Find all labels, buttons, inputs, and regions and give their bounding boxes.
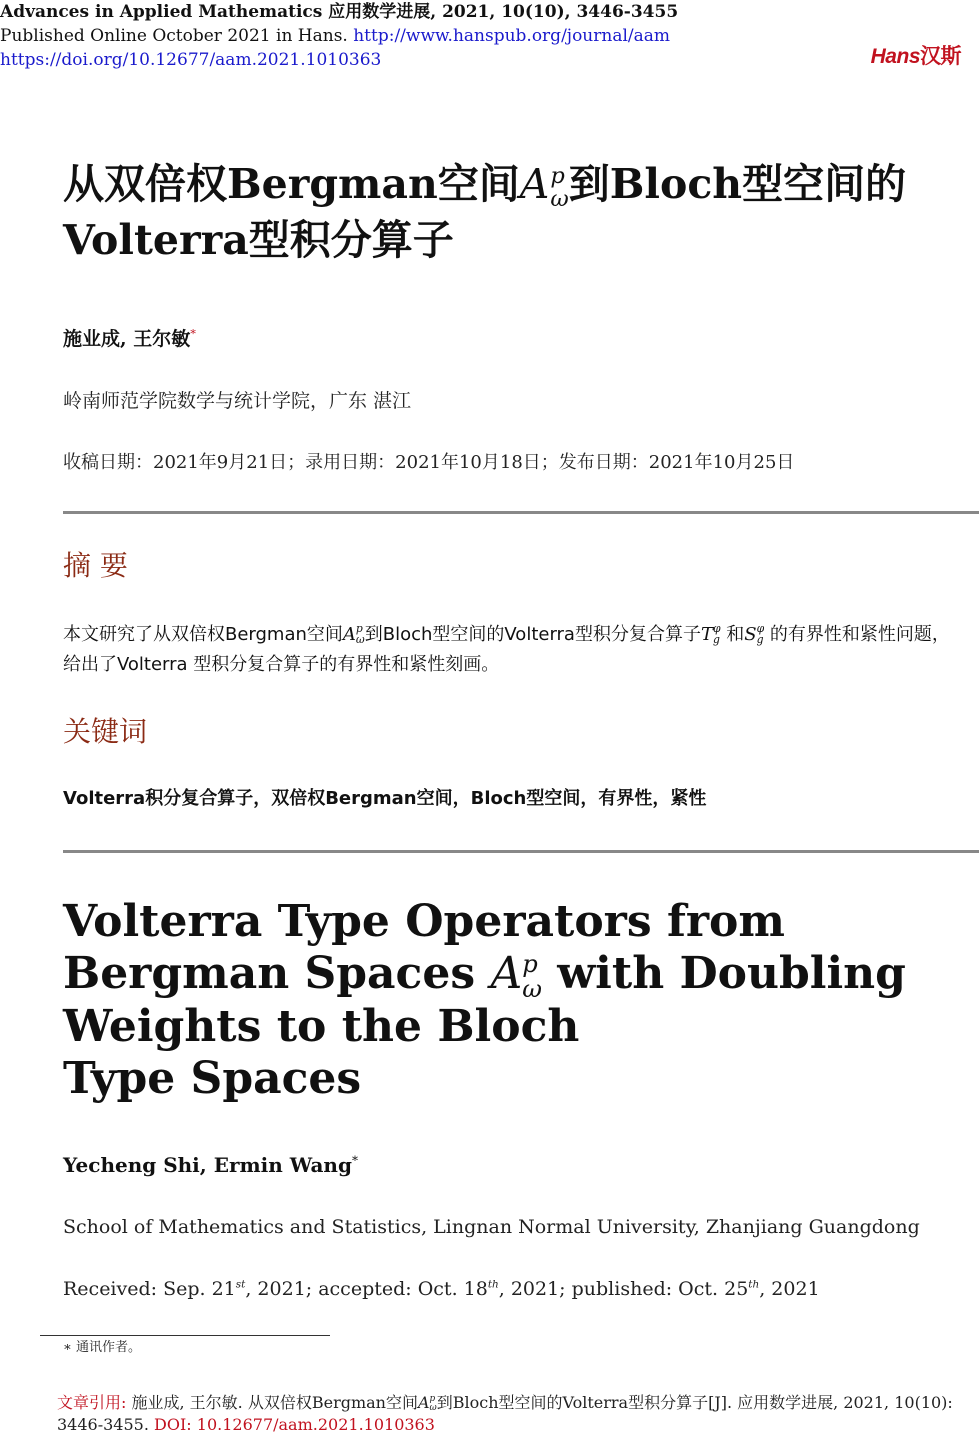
published-line [0,24,670,48]
corresponding-mark: * [190,326,196,341]
doi-link[interactable]: https://doi.org/10.12677/aam.2021.1010363 [0,50,382,70]
english-dates: Received: Sep. 21st, 2021; accepted: Oct. 18th, 2021; published: Oct. 25th, 2021 [63,1278,820,1300]
hans-logo [871,40,961,70]
citation-math: A p ω [417,1393,437,1413]
chinese-title-line2: Volterra型积分算子 [63,216,454,264]
citation [57,1392,967,1436]
keywords: Volterra积分复合算子，双倍权Bergman空间，Bloch型空间，有界性，紧性 [63,788,707,809]
citation-label: 文章引用: [57,1393,127,1412]
abstract-part2: 到Bloch型空间的Volterra型积分复合算子 [364,624,701,645]
english-authors [63,1153,358,1177]
divider-bottom [63,850,979,853]
english-title-line3: Weights to the Bloch [63,1000,580,1052]
abstract-and: 和 [720,624,745,645]
footnote: ∗ 通讯作者。 [63,1340,141,1355]
chinese-authors [63,324,196,351]
authors-en-names: Yecheng Shi, Ermin Wang [63,1153,352,1177]
abstract-heading: 摘 要 [63,549,128,582]
hans-logo-latin: Hans [870,45,920,68]
citation-doi-link[interactable]: DOI: 10.12677/aam.2021.1010363 [154,1415,435,1434]
abstract-math-S: S φ g [744,622,765,646]
journal-link[interactable]: http://www.hanspub.org/journal/aam [353,26,671,46]
published-prefix: Published Online October 2021 in Hans. [0,26,348,46]
corresponding-mark-en: * [351,1153,358,1168]
english-affiliation: School of Mathematics and Statistics, Lingnan Normal University, Zhanjiang Guangdong [63,1216,920,1238]
english-title-line1: Volterra Type Operators from [63,896,785,947]
title-cn-part1: 从双倍权Bergman空间 [63,160,520,208]
citation-text1: 施业成, 王尔敏. 从双倍权Bergman空间 [126,1393,418,1412]
hans-logo-cn: 汉斯 [920,45,961,68]
abstract-math-T: T φ g [700,622,721,646]
journal-header: Advances in Applied Mathematics 应用数学进展, 2021, 10(10), 3446-3455 [0,2,679,22]
abstract-part3: 的有界性和紧性问题，给出了Volterra 型积分复合算子的有界性和紧性刻画。 [63,624,950,675]
divider-top [63,511,979,514]
abstract-body [63,620,963,680]
chinese-title-line1 [63,156,906,212]
citation-text2: 到Bloch型空间的Volterra型积分算子[J]. 应用数学进展, 2021, 10(10): 3446-3455. [57,1393,953,1434]
title-cn-math: A p ω [519,160,569,212]
chinese-affiliation: 岭南师范学院数学与统计学院，广东 湛江 [63,390,412,412]
english-title-line4: Type Spaces [63,1052,362,1104]
chinese-title [63,156,906,268]
keywords-heading: 关键词 [63,715,148,748]
english-title [63,896,943,1105]
chinese-dates: 收稿日期：2021年9月21日；录用日期：2021年10月18日；发布日期：2021年10月25日 [63,452,795,473]
english-title-line2: Bergman Spaces A p ω with Doubling [63,948,906,1003]
authors-cn-names: 施业成, 王尔敏 [63,328,191,350]
title-cn-part2: 到Bloch型空间的 [568,160,907,208]
abstract-math-space: A p ω [342,622,365,646]
abstract-part1: 本文研究了从双倍权Bergman空间 [63,624,343,645]
